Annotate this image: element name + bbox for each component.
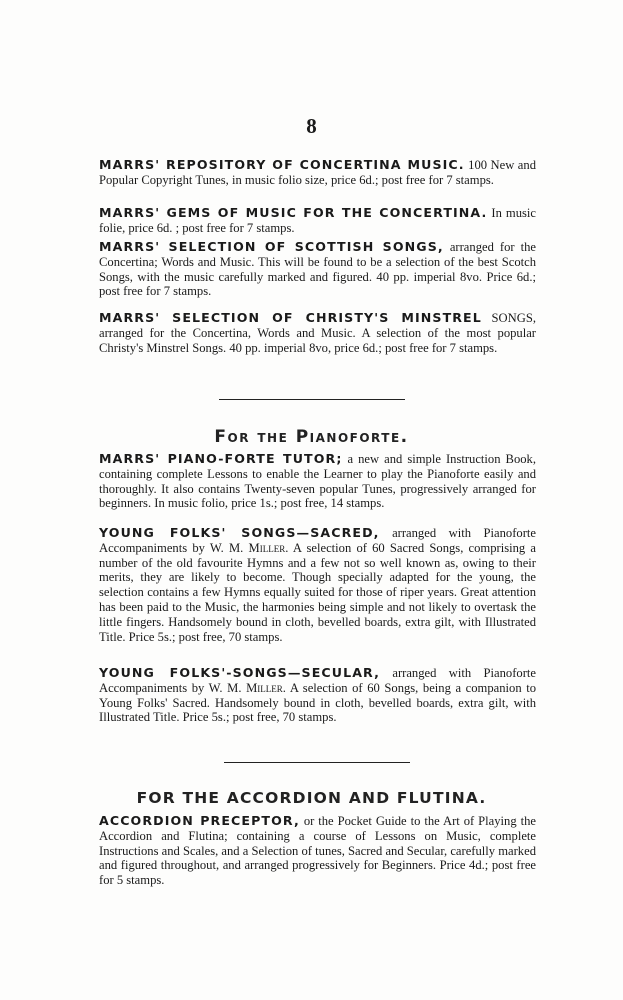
- entry-gems-of-music: [99, 206, 536, 236]
- section-divider: [224, 762, 410, 763]
- entry-christys-minstrel: [99, 311, 536, 355]
- entry-heading: MARRS' REPOSITORY OF CONCERTINA MUSIC.: [99, 157, 465, 172]
- entry-description: arranged for the Concertina; Words and Music. This will be found to be a selection of the best Scotch Songs, with the music carefully marked and figured. 40 pp. imperial 8vo. Price 6d.; post free for 7 stamps.: [99, 240, 536, 299]
- entry-heading: MARRS' SELECTION OF CHRISTY'S MINSTREL: [99, 310, 482, 325]
- section-title-accordion: FOR THE ACCORDION AND FLUTINA.: [136, 789, 487, 807]
- entry-scottish-songs: [99, 240, 536, 299]
- entry-young-folks-secular: [99, 666, 536, 725]
- entry-piano-forte-tutor: [99, 452, 536, 511]
- entry-description: 100 New and Popular Copyright Tunes, in music folio size, price 6d.; post free for 7 stamps.: [99, 158, 536, 187]
- entry-heading: MARRS' GEMS OF MUSIC FOR THE CONCERTINA.: [99, 205, 488, 220]
- entry-description: SONGS, arranged for the Concertina, Words and Music. A selection of the most popular Christy's Minstrel Songs. 40 pp. imperial 8vo, price 6d.; post free for 7 stamps.: [99, 311, 536, 355]
- entry-heading: MARRS' PIANO-FORTE TUTOR;: [99, 451, 343, 466]
- entry-description-end: A selection of 60 Sacred Songs, comprising a number of the old favourite Hymns and a few not so well known as, owing to their merits, they are likely to become. Though specially adapted for the young, the selection contains a few Hymns equally suited for those of riper years. Great attention has been paid to the Music, the harmonies being simple and not likely to overtask the little fingers. Handsomely bound in cloth, bevelled boards, extra gilt, with Illustrated Title. Price 5s.; post free, 70 stamps.: [99, 540, 536, 644]
- entry-heading: ACCORDION PRECEPTOR,: [99, 813, 300, 828]
- section-divider: [219, 399, 405, 400]
- entry-description: In music folie, price 6d. ; post free for 7 stamps.: [99, 206, 536, 235]
- page-number: 8: [306, 114, 317, 138]
- entry-description-start: arranged with Pianoforte Accompaniments by W. M.: [99, 666, 536, 695]
- entry-author: Miller.: [248, 540, 289, 555]
- entry-accordion-preceptor: [99, 814, 536, 888]
- entry-young-folks-sacred: [99, 526, 536, 644]
- entry-repository-concertina: [99, 158, 536, 188]
- entry-heading: YOUNG FOLKS' SONGS—SACRED,: [99, 525, 380, 540]
- entry-heading: YOUNG FOLKS'-SONGS—SECULAR,: [99, 665, 380, 680]
- entry-description: a new and simple Instruction Book, containing complete Lessons to enable the Learner to play the Pianoforte easily and thoroughly. It also contains Twenty-seven popular Tunes, progressively arranged for beginners. In music folio, price 1s.; post free, 14 stamps.: [99, 452, 536, 511]
- entry-description-end: A selection of 60 Songs, being a companion to Young Folks' Sacred. Handsomely bound in cloth, bevelled boards, extra gilt, with Illustrated Title. Price 5s.; post free, 70 stamps.: [99, 680, 536, 725]
- section-title-pianoforte: For the Pianoforte.: [214, 427, 409, 447]
- entry-description-start: arranged with Pianoforte Accompaniments by W. M.: [99, 526, 536, 555]
- entry-heading: MARRS' SELECTION OF SCOTTISH SONGS,: [99, 239, 444, 254]
- entry-description: or the Pocket Guide to the Art of Playing the Accordion and Flutina; containing a course of Lessons on Music, complete Instructions and Scales, and a Selection of tunes, Sacred and Secular, carefully marked and figured throughout, and arranged progressively for Beginners. Price 4d.; post free for 5 stamps.: [99, 814, 536, 888]
- entry-author: Miller.: [246, 680, 286, 695]
